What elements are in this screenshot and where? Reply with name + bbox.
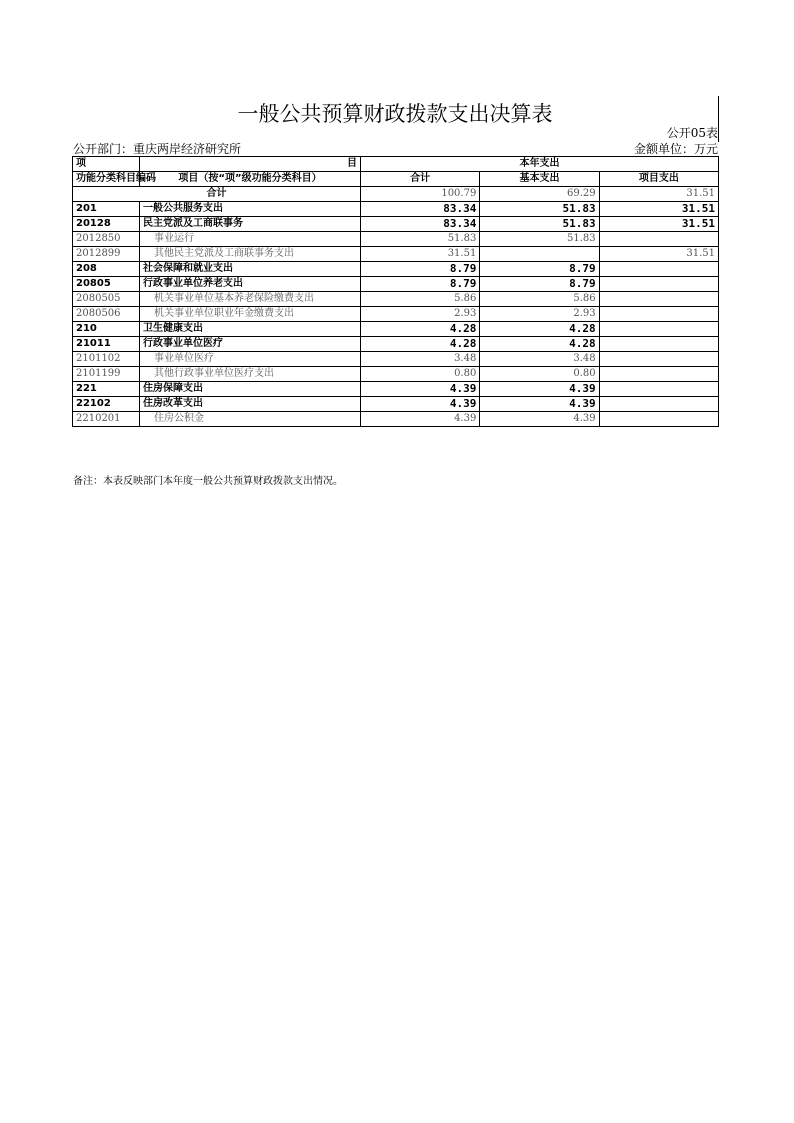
row-code: 2012850 bbox=[73, 232, 140, 247]
row-code: 201 bbox=[73, 202, 140, 217]
row-project bbox=[599, 307, 718, 322]
row-name: 其他民主党派及工商联事务支出 bbox=[140, 247, 361, 262]
row-project bbox=[599, 322, 718, 337]
row-name: 住房保障支出 bbox=[140, 382, 361, 397]
row-project bbox=[599, 337, 718, 352]
total-basic: 69.29 bbox=[480, 187, 599, 202]
row-code: 2210201 bbox=[73, 412, 140, 427]
row-name: 住房改革支出 bbox=[140, 397, 361, 412]
header-total: 合计 bbox=[361, 172, 480, 187]
row-total: 51.83 bbox=[361, 232, 480, 247]
row-code: 2101199 bbox=[73, 367, 140, 382]
row-project bbox=[599, 352, 718, 367]
row-project bbox=[599, 292, 718, 307]
row-total: 0.80 bbox=[361, 367, 480, 382]
table-row bbox=[73, 397, 719, 412]
table-row bbox=[73, 292, 719, 307]
row-basic: 4.39 bbox=[480, 382, 599, 397]
total-row bbox=[73, 187, 719, 202]
header-code: 功能分类科目编码 bbox=[73, 172, 140, 187]
row-total: 4.39 bbox=[361, 382, 480, 397]
row-code: 210 bbox=[73, 322, 140, 337]
row-total: 8.79 bbox=[361, 262, 480, 277]
row-total: 31.51 bbox=[361, 247, 480, 262]
row-basic: 4.28 bbox=[480, 337, 599, 352]
row-name: 社会保障和就业支出 bbox=[140, 262, 361, 277]
row-name: 其他行政事业单位医疗支出 bbox=[140, 367, 361, 382]
row-basic: 8.79 bbox=[480, 277, 599, 292]
row-total: 2.93 bbox=[361, 307, 480, 322]
row-code: 2080506 bbox=[73, 307, 140, 322]
table-row bbox=[73, 262, 719, 277]
header-item: 项目（按“项”级功能分类科目） bbox=[140, 172, 361, 187]
row-code: 22102 bbox=[73, 397, 140, 412]
row-basic: 4.28 bbox=[480, 322, 599, 337]
header-row-columns bbox=[73, 172, 719, 187]
row-code: 221 bbox=[73, 382, 140, 397]
row-basic: 8.79 bbox=[480, 262, 599, 277]
row-code: 20805 bbox=[73, 277, 140, 292]
row-total: 3.48 bbox=[361, 352, 480, 367]
row-basic: 5.86 bbox=[480, 292, 599, 307]
row-name: 一般公共服务支出 bbox=[140, 202, 361, 217]
table-row bbox=[73, 277, 719, 292]
row-code: 2080505 bbox=[73, 292, 140, 307]
row-total: 4.39 bbox=[361, 412, 480, 427]
table-row bbox=[73, 352, 719, 367]
row-total: 4.39 bbox=[361, 397, 480, 412]
row-project bbox=[599, 262, 718, 277]
row-basic bbox=[480, 247, 599, 262]
row-name: 住房公积金 bbox=[140, 412, 361, 427]
row-code: 2101102 bbox=[73, 352, 140, 367]
header-basic: 基本支出 bbox=[480, 172, 599, 187]
row-name: 卫生健康支出 bbox=[140, 322, 361, 337]
table-row bbox=[73, 202, 719, 217]
table-row bbox=[73, 337, 719, 352]
table-row bbox=[73, 307, 719, 322]
row-code: 2012899 bbox=[73, 247, 140, 262]
row-total: 8.79 bbox=[361, 277, 480, 292]
row-project bbox=[599, 412, 718, 427]
row-project bbox=[599, 382, 718, 397]
row-code: 208 bbox=[73, 262, 140, 277]
table-row bbox=[73, 367, 719, 382]
row-basic: 51.83 bbox=[480, 202, 599, 217]
table-row bbox=[73, 232, 719, 247]
header-project: 项目支出 bbox=[599, 172, 718, 187]
row-code: 20128 bbox=[73, 217, 140, 232]
row-name: 行政事业单位医疗 bbox=[140, 337, 361, 352]
row-basic: 51.83 bbox=[480, 217, 599, 232]
row-total: 4.28 bbox=[361, 337, 480, 352]
table-row bbox=[73, 322, 719, 337]
unit-label: 金额单位：万元 bbox=[633, 142, 718, 156]
row-total: 83.34 bbox=[361, 202, 480, 217]
row-total: 83.34 bbox=[361, 217, 480, 232]
table-row bbox=[73, 247, 719, 262]
row-total: 5.86 bbox=[361, 292, 480, 307]
row-basic: 4.39 bbox=[480, 397, 599, 412]
row-basic: 2.93 bbox=[480, 307, 599, 322]
header-row-top bbox=[73, 157, 719, 172]
expenditure-table bbox=[72, 156, 719, 427]
total-sum: 100.79 bbox=[361, 187, 480, 202]
total-label: 合计 bbox=[73, 187, 361, 202]
row-name: 机关事业单位基本养老保险缴费支出 bbox=[140, 292, 361, 307]
row-total: 4.28 bbox=[361, 322, 480, 337]
page-edge-line bbox=[718, 96, 719, 142]
row-name: 事业运行 bbox=[140, 232, 361, 247]
row-code: 21011 bbox=[73, 337, 140, 352]
row-project bbox=[599, 277, 718, 292]
page-title: 一般公共预算财政拨款支出决算表 bbox=[237, 102, 553, 126]
row-project bbox=[599, 367, 718, 382]
row-basic: 4.39 bbox=[480, 412, 599, 427]
total-project: 31.51 bbox=[599, 187, 718, 202]
row-name: 民主党派及工商联事务 bbox=[140, 217, 361, 232]
header-current-year: 本年支出 bbox=[361, 157, 719, 172]
row-project: 31.51 bbox=[599, 247, 718, 262]
table-row bbox=[73, 217, 719, 232]
row-name: 事业单位医疗 bbox=[140, 352, 361, 367]
row-project bbox=[599, 397, 718, 412]
table-row bbox=[73, 382, 719, 397]
form-number: 公开05表 bbox=[666, 126, 718, 140]
row-project: 31.51 bbox=[599, 202, 718, 217]
row-basic: 51.83 bbox=[480, 232, 599, 247]
footnote: 备注：本表反映部门本年度一般公共预算财政拨款支出情况。 bbox=[73, 476, 343, 487]
row-basic: 3.48 bbox=[480, 352, 599, 367]
row-project: 31.51 bbox=[599, 217, 718, 232]
header-xiang: 项 bbox=[73, 157, 140, 172]
row-basic: 0.80 bbox=[480, 367, 599, 382]
row-project bbox=[599, 232, 718, 247]
table-row bbox=[73, 412, 719, 427]
row-name: 行政事业单位养老支出 bbox=[140, 277, 361, 292]
header-mu: 目 bbox=[140, 157, 361, 172]
department-label: 公开部门：重庆两岸经济研究所 bbox=[73, 142, 242, 156]
row-name: 机关事业单位职业年金缴费支出 bbox=[140, 307, 361, 322]
